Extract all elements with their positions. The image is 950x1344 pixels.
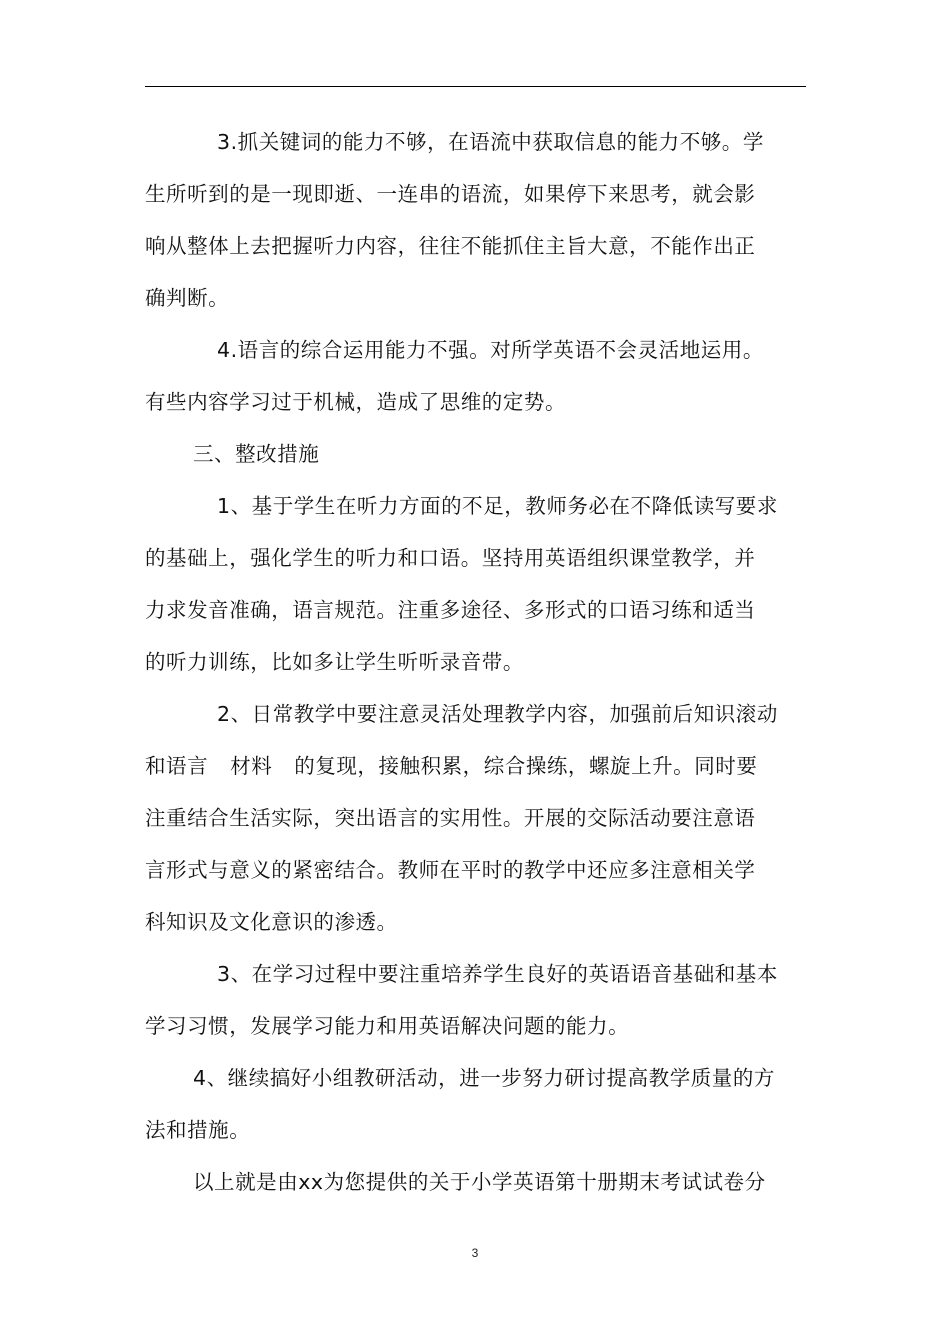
page-number: 3 [471,1246,479,1260]
text-fragment: 材料 [230,754,273,778]
text-fragment: 和语言 [145,754,209,778]
document-body [145,116,806,1208]
paragraph-line: 确判断。 [145,286,230,310]
paragraph-line: 力求发音准确，语言规范。注重多途径、多形式的口语习练和适当 [145,598,756,622]
paragraph-line: 言形式与意义的紧密结合。教师在平时的教学中还应多注意相关学 [145,858,756,882]
paragraph-line: 3.抓关键词的能力不够，在语流中获取信息的能力不够。学 [217,130,764,154]
paragraph-line: 响从整体上去把握听力内容，往往不能抓住主旨大意，不能作出正 [145,234,756,258]
paragraph-line [145,740,806,792]
paragraph-line: 的基础上，强化学生的听力和口语。坚持用英语组织课堂教学，并 [145,546,756,570]
paragraph-line: 学习习惯，发展学习能力和用英语解决问题的能力。 [145,1014,630,1038]
header-rule [145,86,806,87]
paragraph-line: 法和措施。 [145,1118,251,1142]
paragraph-line: 的听力训练，比如多让学生听听录音带。 [145,650,524,674]
paragraph-line: 注重结合生活实际，突出语言的实用性。开展的交际活动要注意语 [145,806,756,830]
paragraph-line: 1、基于学生在听力方面的不足，教师务必在不降低读写要求 [217,494,778,518]
section-heading: 三、整改措施 [193,442,320,466]
paragraph-line: 以上就是由xx为您提供的关于小学英语第十册期末考试试卷分 [193,1170,766,1194]
paragraph-line: 有些内容学习过于机械，造成了思维的定势。 [145,390,566,414]
paragraph-line: 生所听到的是一现即逝、一连串的语流，如果停下来思考，就会影 [145,182,756,206]
paragraph-line: 2、日常教学中要注意灵活处理教学内容，加强前后知识滚动 [217,702,778,726]
paragraph-line: 4.语言的综合运用能力不强。对所学英语不会灵活地运用。 [217,338,764,362]
paragraph-line: 4、继续搞好小组教研活动，进一步努力研讨提高教学质量的方 [193,1066,775,1090]
paragraph-line: 科知识及文化意识的渗透。 [145,910,398,934]
text-fragment: 的复现，接触积累，综合操练，螺旋上升。同时要 [294,754,758,778]
paragraph-line: 3、在学习过程中要注重培养学生良好的英语语音基础和基本 [217,962,778,986]
